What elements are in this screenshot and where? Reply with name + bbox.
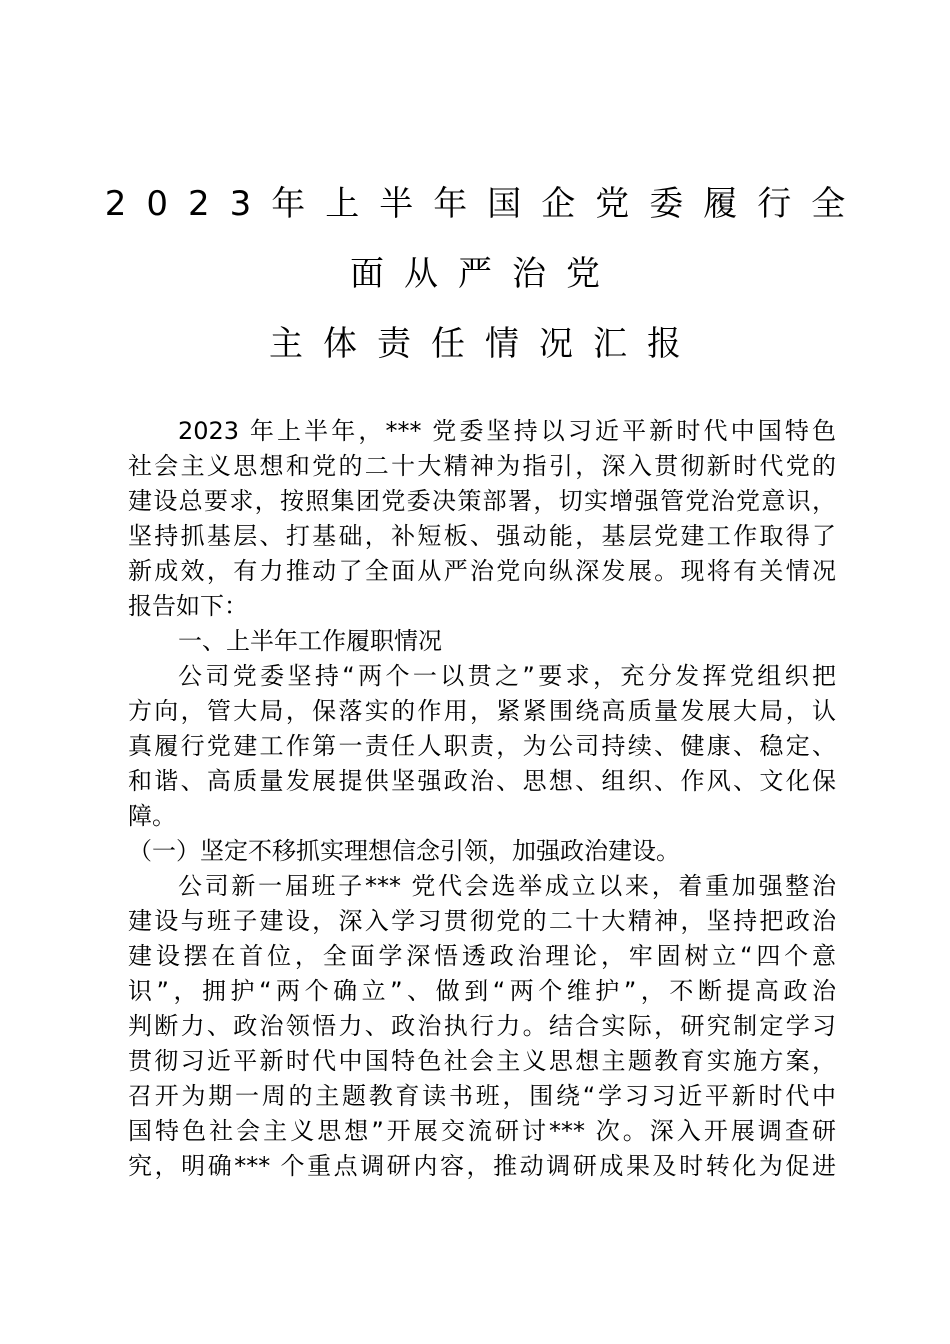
body-line: 建设总要求，按照集团党委决策部署，切实增强管党治党意识，	[128, 487, 836, 515]
body-line: 方向，管大局，保落实的作用，紧紧围绕高质量发展大局，认	[128, 697, 836, 725]
body-line: 障。	[128, 802, 176, 830]
body-line: 社会主义思想和党的二十大精神为指引，深入贯彻新时代党的	[128, 452, 836, 480]
body-line: 贯彻习近平新时代中国特色社会主义思想主题教育实施方案，	[128, 1047, 836, 1075]
document-body	[128, 414, 836, 1184]
body-line: 召开为期一周的主题教育读书班，围绕“学习习近平新时代中	[128, 1082, 836, 1110]
body-line: 建设与班子建设，深入学习贯彻党的二十大精神，坚持把政治	[128, 907, 836, 935]
document-title-line-1: 2023年上半年国企党委履行全	[104, 184, 866, 224]
body-line: 判断力、政治领悟力、政治执行力。结合实际，研究制定学习	[128, 1012, 836, 1040]
body-line: 和谐、高质量发展提供坚强政治、思想、组织、作风、文化保	[128, 767, 836, 795]
body-line: 公司党委坚持“两个一以贯之”要求，充分发挥党组织把	[178, 662, 836, 690]
document-title-line-2: 面从严治党	[350, 254, 620, 294]
body-line: 公司新一届班子*** 党代会选举成立以来，着重加强整治	[178, 872, 836, 900]
body-line: 报告如下：	[128, 592, 248, 620]
subsection-heading: （一）坚定不移抓实理想信念引领，加强政治建设。	[128, 837, 680, 865]
body-line: 识”，拥护“两个确立”、做到“两个维护”，不断提高政治	[128, 977, 836, 1005]
body-line: 真履行党建工作第一责任人职责，为公司持续、健康、稳定、	[128, 732, 836, 760]
body-line: 新成效，有力推动了全面从严治党向纵深发展。现将有关情况	[128, 557, 836, 585]
body-line: 究，明确*** 个重点调研内容，推动调研成果及时转化为促进	[128, 1152, 836, 1180]
body-line: 2023 年上半年，*** 党委坚持以习近平新时代中国特色	[178, 417, 836, 445]
body-line: 建设摆在首位，全面学深悟透政治理论，牢固树立“四个意	[128, 942, 836, 970]
document-title-line-3: 主体责任情况汇报	[269, 324, 701, 364]
section-heading: 一、上半年工作履职情况	[178, 627, 442, 655]
body-line: 坚持抓基层、打基础，补短板、强动能，基层党建工作取得了	[128, 522, 836, 550]
body-line: 国特色社会主义思想”开展交流研讨*** 次。深入开展调查研	[128, 1117, 836, 1145]
